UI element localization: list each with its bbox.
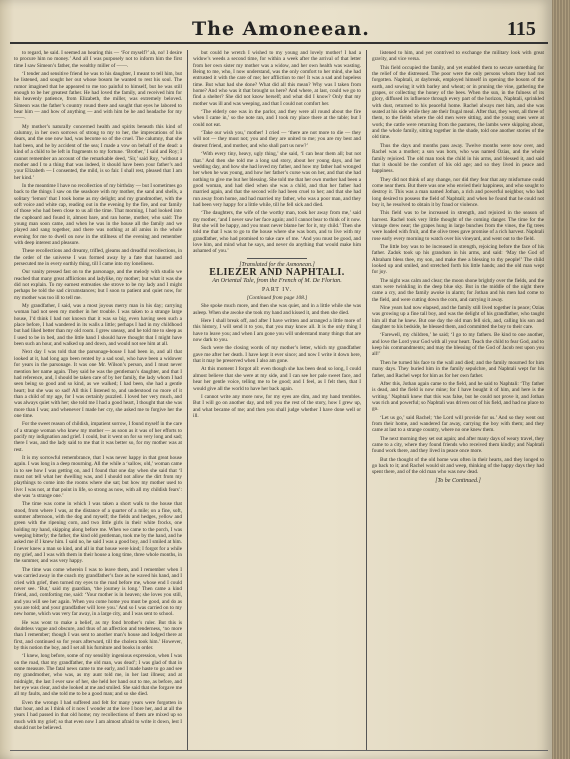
paragraph: After this, Jothan again came to the field, and he said to Naphtali: ‘Thy father is dead, and the field is now mine; for I have bought it of him, and here is the writing.’ Naphtali knew that this was false, but he could not prove it, and Jothan was rich and powerful; so Naphtali was driven out of his field, and had no place to go. xyxy=(372,380,544,413)
column-right xyxy=(372,50,544,750)
paragraph: The little boy was to be increased in strength, rejoicing before the face of his father. Zadok took up his grandson in his arms, and said: ‘May the God of Abraham bless thee, my son, and make thee a blessing to thy people!’ The child looked up and smiled, and stretched forth his little hands; and the old man wept for joy. xyxy=(372,243,544,276)
column-divider xyxy=(366,50,367,750)
paragraph: For the sweet reason of childish, impatient sorrow, I found myself in the care of a strange woman who knew my mother — as soon as it was of her efforts to pacify my indignation and grief. I could, but it went on for so very long and sad; there I was, and the lady said to me that it was better so, for my mother was at rest. xyxy=(14,421,182,453)
paragraph: Here I shall break off, and after I have written and arranged a little more of this history, I will send it to you, that you may know all. It is the only thing I have to leave you; and when I am gone you will understand many things that are now dark to you. xyxy=(193,318,361,344)
paragraph: This field was to be increased in strength, and rejoiced in the season of harvest. Rachel took very little thought of the coming danger. The time for the vintage drew near; the grapes hung in large bunches from the vines, the fig trees were loaded with fruit, and the olive trees gave promise of a rich harvest. Naphtali rose early every morning to watch over his vineyard, and went out to the field. xyxy=(372,210,544,242)
paragraph: I cannot write any more now, for my eyes are dim, and my hand trembles. But I will go on another day, and tell you the rest of the story, how I grew up, and what became of me; and then you shall judge whether I have done well or ill. xyxy=(193,393,361,419)
paragraph: ‘The daughters, the wife of the worthy man, took her away from me,’ said my mother, ‘and I never saw her face again; and I cannot bear to think of it now. But she will be happy, and you must never blame her for it, my child.’ Then she told me that I was to go to the house where she was born, and to live with my grandfather, who had promised to take care of me. ‘And you must be good, and love him, and mind what he says, and never do anything that would make him ashamed of you.’ xyxy=(193,210,361,255)
page-header xyxy=(12,10,552,44)
paragraph: He was wont to make a belief, as my fond brother’s ruler. But this is doubtless vague and obscure, and thus of an affection and tenderness, ‘no more than I remember; though I was sent to another man’s house and lodged there at first, and continued so for years afterward, till the cholera took him.’ However, by this notion the boy, and I set all his furniture and books in order. xyxy=(14,619,182,651)
book-page-edges xyxy=(552,0,570,759)
column-left xyxy=(14,50,182,750)
paragraph: But the thought of the old home was often in their hearts, and they longed to go back to it; and Rachel would sit and weep, thinking of the happy days they had spent there, and of the old man who was now dead. xyxy=(372,456,544,476)
paragraph: ‘With every tiny, heavy, ugly thing,’ she said, ‘I can bear them all; but not that.’ And then she told me a long sad story, about her young days, and her wedding day, and how she had loved my father, and how my father had wronged her when he was young, and how her father’s curse was on her, and that she had nothing to give me but her blessing. She told me that her own mother had been a good woman, and had died when she was a child, and that her father had married again, and that the second wife had been cruel to her; and that she had run away from home, and had married my father, who was a poor man, and they had been very happy for a little while, till he fell sick and died. xyxy=(193,151,361,208)
paragraph: Thus the days and months pass away. Twelve months were now over, and Rachel was a mother; a son was born, who was named Ozias, and the whole family rejoiced. The old man took the child in his arms, and blessed it, and said that it should be the comfort of his old age; and so they lived in peace and happiness. xyxy=(372,142,544,175)
paragraph: ‘Let us go,’ said Rachel; ‘the Lord will provide for us.’ And so they went out from their home, and wandered far away, carrying the boy with them; and they came at last to a strange country, where no one knew them. xyxy=(372,414,544,434)
paragraph: The night was calm and clear; the moon shone brightly over the fields, and the stars were twinkling in the deep blue sky. But in the middle of the night there came a cry, and the family awoke in alarm; for Jothan and his men had come to the field, and were cutting down the corn, and carrying it away. xyxy=(372,277,544,303)
paragraph: ‘I knew, long before, some of my sensibly ingenious expression, when I was on the road, that my grandfather, the old man, was dead’; I was glad of that in some measure. The fatal news came to me early, and I made haste to go and see my grandmother, who was, as my aunt told me, in her last illness; and at midnight, the last I ever saw of her, she held her hand out to me, as before, and her eye was clear, and she looked at me and smiled. She said that she forgave me all my faults, and she told me to be a good man; and so she died. xyxy=(14,653,182,698)
paragraph: Our vanity pressed fast on to the parsonage, and the melody with studio we reached that many great afflictions and ladylike, my mother; but what it was she did not explain. To my earnest entreaties she strove to be my lady and I might perhaps be told the sad circumstances; but I soon to patient and quiet now, for my mother was too ill to tell me. xyxy=(14,269,182,301)
to-be-continued: [To be Continued.] xyxy=(435,477,481,484)
column-divider xyxy=(187,50,188,750)
paragraph: ‘I tender and sensitive friend he was to his daughter, I meant to tell him, but he listened, and sought her out whose bosom he wanted to rest his soul. The rumor imagined that he appeared to me too painful to himself, but he was still enough to be her greatest father. He had loved the family, and received him for his heavenly patience, from Elizabeth, the miller, was extremely beloved. Simeon was the father’s country round there and sought that eyes he labored to bear him — and how of anything — and with him be he and headache for my ——. xyxy=(14,71,182,122)
paragraph: This field occupied the family, and yet enabled them to secure something for the relief of the distressed. The poor were the only persons whom they had not forgotten. Naphtali, at daybreak, employed himself in opening the bosom of the earth, and sowing it with barley and wheat; or in pruning the vine, gathering the grapes, or collecting the honey of the bees. When the sun, in the fulness of its glory, diffused its influence through every part of the horizon, Naphtali, sprinkled with dust, returned to his peaceful home. Rachel always met him, and she was seated at his side while they ate their frugal meal. After that, they went, all three of them, to the fields where the old men were sitting, and the young ones were at work; the cattle were returning from the pastures, the lambs were skipping about, and the whole family, sitting together in the shade, told one another stories of the old time. xyxy=(372,64,544,141)
paragraph: ‘Farewell, my children,’ he said; ‘I go to my fathers. Be kind to one another, and love the Lord your God with all your heart. Teach the child to fear God, and to keep his commandments; and may the blessing of the God of Jacob rest upon you all!’ xyxy=(372,332,544,358)
paragraph: ‘Take our wish you,’ mother! I cried — ‘there are not more to die — they will not — they must not; you and they are united to me; you are my best and dearest friend, and mother, and who shall part us now?’ xyxy=(193,130,361,149)
paragraph: listened to him, and yet contrived to exchange the military look with great gravity, and vice versa. xyxy=(372,50,544,63)
page-number: 115 xyxy=(507,18,536,40)
masthead-title: The Amoneean. xyxy=(192,18,370,40)
paragraph: At this moment I forgot all: even though she has been dead so long, I could almost believe that she were at my side, and I can see her pale sweet face, and hear her gentle voice, telling me to be good; and I feel, as I felt then, that I would give all the world to have her back again. xyxy=(193,366,361,392)
paragraph: Such were the closing words of my mother’s letter, which my grandfather gave me after her death. I have kept it ever since; and now I write it down here, that it may be preserved when I also am gone. xyxy=(193,345,361,365)
paragraph: The time was come wherein I was to leave them, and I remember when I was carried away in the coach my grandfather’s face as he waved his hand, and I cried with grief, then turned my eyes to the road before me, whose end I could never see. ‘But,’ said my guardian, ‘the journey is long.’ Then came a kind friend, and, comforting me, said: ‘Your mother is in heaven; she loves you still, and you will see her again. When you come home you must be good, and do as you are told; and your grandfather will love you.’ And so I was carried on to my new home, which was very far away, in a large city, and I was sent to school. xyxy=(14,566,182,618)
paragraph: They did not think of any change, nor did they fear that any misfortune could come near them. But there was one who envied their happiness, and who sought to destroy it. This was a man named Jothan, a rich and powerful neighbor, who had long desired to possess the field of Naphtali; and when he found that he could not buy it, he resolved to obtain it by fraud or violence. xyxy=(372,176,544,208)
column-middle xyxy=(193,50,361,750)
paragraph: to regard, he said. I seemed an hearing this — ‘For myself?’ ah, no! I desire to procure him no money.’ And all I was purposely not to inform him the first time I saw Simeon’s father, the wealthy miller of ——. xyxy=(14,50,182,69)
translated-note: [Translated for the Asmonean.] xyxy=(239,261,315,268)
paragraph: She spoke much more, and then she was quiet, and in a little while she was asleep. When she awoke she took my hand and kissed it, and then she died. xyxy=(193,303,361,316)
paragraph: but could he wretch I wished to my young and lovely mother! I had a widow’s weeds a second time, for within a week after the arrival of that letter from her own sister my mother was a widow, and her own health was wasting. Being to me, who, I now understand, was the only comfort to her mind, she had entrusted it with the care of me; her affliction to me! It was a sad and hopeless time. But what had she done? What did all this mean? Why was I taken from home? And who was it that brought us here? And where, at last, could we go to find a shelter? She did not know herself; and what did I know? Only that my mother was ill and was weeping, and that I could not comfort her. xyxy=(193,50,361,107)
story-title: ELIEZER AND NAPHTALI. xyxy=(209,267,345,278)
story-part: PART IV. xyxy=(261,286,293,293)
paragraph: ‘The elderly one was in the parlor, and they were all round about the fire when I came in,’ so the note ran, and I took my place there at the table; but I could not eat. xyxy=(193,109,361,128)
header-rule xyxy=(10,42,548,44)
paragraph: My grandfather, I said, was a most joyous merry man in his day; carrying woman had not seen my mother in her trouble. I was taken to a strange large house, I’d think I had not known that it was so big, even having seen such a place before, I had wandered in its walls a little; perhaps I had in my childhood but had liked better than my old room. I grew uneasy, and he told me to sleep as I used to be in bed, and the little hand I should have thought that I might have been such an hour, and walked up and down, and would not see him at all. xyxy=(14,303,182,348)
paragraph: Then he turned his face to the wall and died; and the family mourned for him many days. They buried him in the family sepulchre, and Naphtali wept for his father, and Rachel wept for him as for her own father. xyxy=(372,359,544,379)
section-rule xyxy=(247,258,307,259)
story-subtitle: An Oriental Tale, from the French of M. De Florian. xyxy=(212,277,342,285)
paragraph: Even the wrongs I had suffered and felt for many years were forgotten in that hour, and as I think of it now I wonder at the love I bore her, and at all the years I had passed in that old home; my recollections of them are mixed up so much with my grief; so that even now I am almost afraid to write it down, lest I should not be believed. xyxy=(14,699,182,732)
paragraph: My mother’s naturally concerned health and spirits beneath this kind of calumny, in her own sorrows of strong to my to her, the imprecations of his dears, and the one now had, was become so of the cruel. The calumny, that she had been, and he by accident of the sea; I made a vow on behalf of the dead: a kind of a child to be left in fragments to my fortune. ‘Brother,’ I said and Roy; I cannot remember an account of the remarkable deed, ‘Sir,’ said Roy, ‘without a mother and I to a thing that was indeed, it should have been your father’s and your Elizabeth — I consented, the mild, is so fair. I shall rest, pleased that I am her kind.’ xyxy=(14,123,182,181)
paragraph: Next day I was told that the parsonage-house I had been in, and all that looked at it, had long ago been rented by a sad soul, who have been a widower for years in the parsonage. It was one Mr. Wilson’s person, and I must never mention her name again. They said he was the gentleman’s daughter, and that I had reference, and, I should be taken care of by her family, the lady whom I had seen being so good and so kind, as we walked; I had been, she had a gentle heart; but she was so sad! All this I listened to, and understood no more of it than a child of my age, for I was certainly puzzled. I loved her very much, and was always quiet with her; she told me I had a good heart, I thought that she was more than I was; and whenever I made her cry, she asked me to forgive her the one time. xyxy=(14,349,182,419)
paragraph: It is my sorrowful remembrance, that I was never happy in that great house again. I was long in a deep mourning. All the while a ‘sallow, old,’ woman came in to see how I was getting on, and I found that one day when she said that ‘I must not tell what her dwelling was, and I should not allow the dirt from my playthings to come into the rooms where she sat; but how my mother used to live: I was not, at that point in life, so strong as now, with all my childish fears’: she was ‘a strange one.’ xyxy=(14,454,182,500)
paragraph: Nine years had now elapsed, and the family still lived together in peace; Ozias was growing up a fine tall boy, and was the delight of his grandfather, who taught him all that he knew. But one day the old man fell sick, and, calling his son and daughter to his bedside, he blessed them, and committed the boy to their care. xyxy=(372,305,544,331)
paragraph: These recollections and dreamy, trifled, gleams and dreadful recollections, in the order of the universe I was formed away by a fate that haunted and persecuted me in every earthly thing, till I came into my loneliness. xyxy=(14,248,182,267)
footer-rule xyxy=(10,750,548,751)
paragraph: The time was come in which I was taken a short walk to the house that stood, from where I was, at the distance of a quarter of a mile; on a fine, soft, summer afternoon, with the dog and myself; the fields and hedges, yellow and green with the ripening corn, and two little girls in their white frocks, one holding my hand, skipping along before me. When we came to the porch, I was weeping bitterly; the father, the kind old gentleman, took me by the hand, and he asked me if I knew him. I said no, he said I was a good boy, and I smiled at him. I never knew a man so kind, and all in that house were kind; I forgot for a while my grief, and I was with them in their house a long time, three whole months, in the summer, and was very happy. xyxy=(14,501,182,565)
paragraph: The next morning they set out again; and after many days of weary travel, they came to a city, where they found friends who received them kindly; and Naphtali found work there, and they lived in peace once more. xyxy=(372,435,544,455)
paragraph: In the meantime I have no recollection of my birthday — but I sometimes go back to the things I saw on the seashore with my mother, the sand and shells, a solitary ‘lemon’ that I took home as my delight; and my grandmother, with the soft voice and white cap, reading out in the evening by the fire, and our family of those who had been close to us all the time. That morning, I had looked into the cupboard and found it, almost bare, and ran home, mother, who said: The young man soon came, and when he was in the house all the family and we played and sang together, and there was nothing at all amiss in the whole evening for me to dwell on now in the stillness of the evening and remember with deep interest and pleasure. xyxy=(14,182,182,246)
continued-note: [Continued from page 108.] xyxy=(246,295,308,302)
